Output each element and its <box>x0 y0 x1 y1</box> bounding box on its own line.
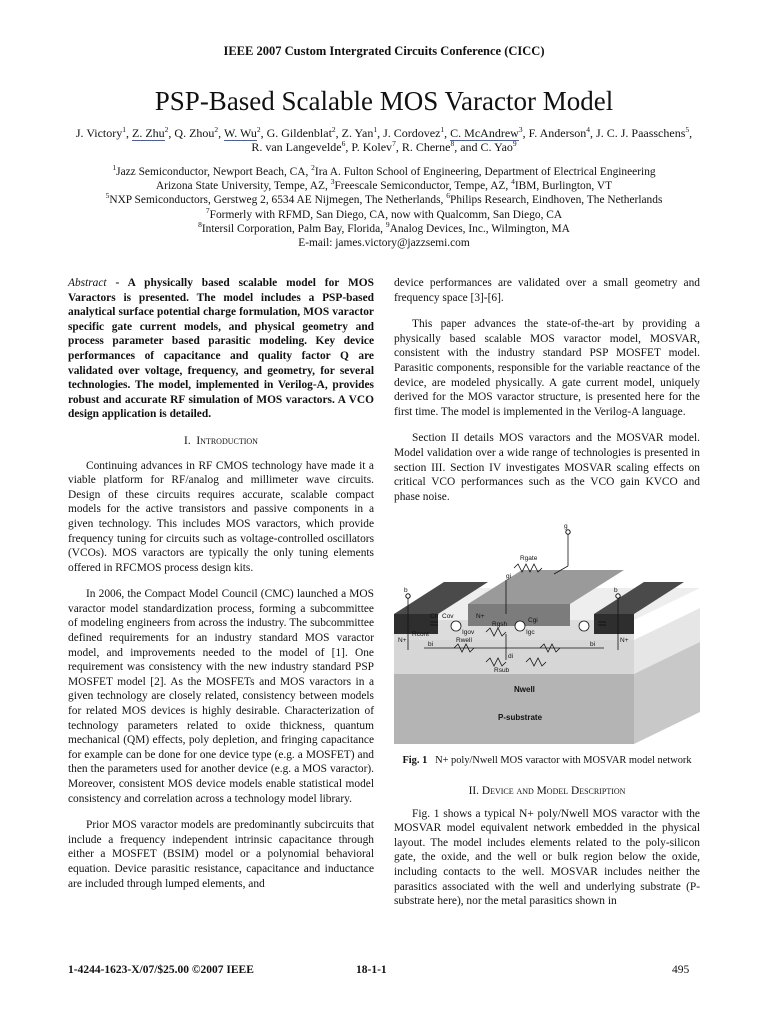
author-name: and C. Yao <box>460 140 513 154</box>
author-name: G. Gildenblat <box>266 126 332 140</box>
right-paragraph-1: device performances are validated over a small geometry and frequency space [3]-[6]. <box>394 277 700 304</box>
label-cgi: Cgi <box>528 617 538 624</box>
intro-paragraph-2: In 2006, the Compact Model Council (CMC) launched a MOS varactor model standardization process, forming a subcommittee of modeling engineers from across the industry. The subcommittee defined requirements for an industry standard MOS varactor model, and improvements needed to the model of [1]. One requirement was consistency with the new industry standard PSP MOSFET model [2]. As the MOSFETs and MOS varactors in a given technology are closely related, consistency between models for related MOS devices is highly desirable. Characterization of technology parameters related to oxide thickness, quantum mechanical (QM) effects, poly depletion, and fringing capacitance for example can be done for one device type (e.g. a MOSFET) and then the parameters used for another device (e.g. a MOS varactor). Moreover, consistent MOS device models enable statistical model consistency and correlation across a technology model library. <box>68 588 374 805</box>
intro-paragraph-3: Prior MOS varactor models are predominantly subcircuits that include a frequency independent intrinsic capacitance through either a MOSFET (BSIM) model or a polynomial behavioral equation. Device parasitic resistance, capacitance and inductance are included through lumped elements, and <box>68 819 374 890</box>
figure-1-caption <box>394 754 700 767</box>
footer-page-number: 495 <box>672 964 690 976</box>
author-affiliation-mark: 1 <box>373 125 378 134</box>
author-affiliation-mark: 2 <box>164 125 169 134</box>
label-rgsh: Rgsh <box>492 621 508 628</box>
affiliation-line-1: $^1$Jazz Semiconductor, Newport Beach, CA, $^2$Ira A. Fulton School of Engineering, Department of Electrical Engineering <box>112 163 656 178</box>
right-column <box>394 276 700 504</box>
figure-1-varactor-diagram <box>394 522 700 748</box>
author-affiliation-mark: 6 <box>341 139 346 148</box>
affiliation-line-3: $^5$NXP Semiconductors, Gerstweg 2, 6534 AE Nijmegen, The Netherlands, $^6$Philips Research, Eindhoven, The Netherlands <box>105 191 663 207</box>
author-affiliation-mark: 2 <box>256 125 261 134</box>
label-nwell: Nwell <box>514 685 535 694</box>
label-b-right: b <box>614 587 618 594</box>
isolation-right-front <box>594 614 634 634</box>
igc-source <box>515 621 525 631</box>
author-name: J. Cordovez <box>383 126 441 140</box>
abstract-label: Abstract <box>68 277 107 289</box>
label-cov: Cov <box>442 613 454 620</box>
author-affiliation-mark: 8 <box>450 139 455 148</box>
affiliation-line-2: Arizona State University, Tempe, AZ, $^3$Freescale Semiconductor, Tempe, AZ, $^4$IBM, Burlington, VT <box>155 177 613 193</box>
author-affiliation-mark: 1 <box>122 125 126 134</box>
author-affiliation-mark: 7 <box>392 139 396 148</box>
label-di: di <box>508 653 514 660</box>
label-rsub: Rsub <box>494 667 510 674</box>
section-1-heading: I. Introduction <box>184 434 258 447</box>
author-affiliation-mark: 2 <box>331 125 336 134</box>
label-rwell: Rwell <box>456 637 472 644</box>
figure-caption-text: N+ poly/Nwell MOS varactor with MOSVAR model network <box>435 755 692 766</box>
right-column-lower <box>394 784 700 909</box>
label-npoly: N+ <box>476 613 485 620</box>
label-nplus-right: N+ <box>620 637 629 644</box>
terminal-b-left <box>406 594 410 598</box>
left-column <box>68 276 374 891</box>
label-nplus-left: N+ <box>398 637 407 644</box>
label-cfr: Cfr <box>430 613 439 620</box>
author-name: R. Cherne <box>401 140 451 154</box>
author-affiliation-mark: 5 <box>685 125 690 134</box>
right-paragraph-2: This paper advances the state-of-the-art by providing a physically based scalable MOS varactor model, MOSVAR, consistent with the industry standard PSP MOSFET model. Parasitic components, responsible for the variable reactance of the device, are modeled physically. A gate current model, uniquely derived for the MOS varactor structure, is presented here for the first time. The model is implemented in the Verilog-A language. <box>394 318 700 418</box>
author-name: R. van Langevelde <box>251 140 342 154</box>
footer-session-id: 18-1-1 <box>356 964 387 976</box>
contact-email: E-mail: james.victory@jazzsemi.com <box>298 237 470 250</box>
author-affiliation-mark: 1 <box>440 125 445 134</box>
label-rcont: Rcont <box>412 631 429 638</box>
author-name: Z. Zhu <box>132 126 165 140</box>
footer-copyright: 1-4244-1623-X/07/$25.00 ©2007 IEEE <box>68 964 254 976</box>
author-name: C. McAndrew <box>450 126 519 140</box>
label-rgate: Rgate <box>520 555 538 562</box>
label-psub: P-substrate <box>498 713 543 722</box>
terminal-b-right <box>616 594 620 598</box>
author-name: J. C. J. Paasschens <box>596 126 686 140</box>
author-name: F. Anderson <box>528 126 587 140</box>
author-list: J. Victory$^1$, Z. Zhu$^2$, Q. Zhou$^2$, W. Wu$^2$, G. Gildenblat$^2$, Z. Yan$^1$, J. Cordovez$^1$, C. McAndrew$^3$, F. Anderson$^4$, J. C. J. Paasschens$^5$, R. van Langevelde$^6$, P. Kolev$^7$, R. Cherne$^8$, and C. Yao$^9$ <box>75 125 693 154</box>
author-affiliation-mark: 9 <box>512 139 517 148</box>
right-paragraph-3: Section II details MOS varactors and the MOSVAR model. Model validation over a wide range of technologies is presented in section III. Section IV investigates MOSVAR scaling effects on critical VCO performances such as the VCO gain KVCO and phase noise. <box>394 432 700 503</box>
label-gi: gi <box>506 573 512 580</box>
author-name: Z. Yan <box>341 126 374 140</box>
author-name: J. Victory <box>75 126 123 140</box>
label-b-left: b <box>404 587 408 594</box>
affiliation-line-4: $^7$Formerly with RFMD, San Diego, CA, now with Qualcomm, San Diego, CA <box>205 205 563 221</box>
terminal-g <box>566 530 570 534</box>
p-substrate-front <box>394 672 634 744</box>
conference-header: IEEE 2007 Custom Intergrated Circuits Conference (CICC) <box>223 44 545 58</box>
affiliations <box>60 165 708 250</box>
author-name: Q. Zhou <box>174 126 215 140</box>
author-affiliation-mark: 4 <box>586 125 591 134</box>
author-name: W. Wu <box>223 126 257 140</box>
author-affiliation-mark: 3 <box>518 125 523 134</box>
section-2-heading: II. Device and Model Description <box>468 785 626 797</box>
label-bi-right: bi <box>590 641 596 648</box>
figure-caption-number: Fig. 1 <box>402 755 428 766</box>
section-2-paragraph-1: Fig. 1 shows a typical N+ poly/Nwell MOS varactor with the MOSVAR model equivalent network embedded in the physical layout. The model includes elements related to the poly-silicon gate, the oxide, and the well or bulk region below the oxide, including contacts to the well. MOSVAR includes neither the parasitics associated with the well and underlying substrate (P-substrate here), nor the metal parasitics shown in <box>394 807 700 908</box>
abstract <box>68 276 374 422</box>
abstract-text: - A physically based scalable model for MOS Varactors is presented. The model includes a PSP-based analytical surface potential charge formulation, MOS varactor specific gate current models, and physical geometry and process parameter based parasitic modeling. Key device performances of capacitance and quality factor Q are validated over voltage, frequency, and geometry, for several technologies. The model, implemented in Verilog-A, provides robust and accurate RF simulation of MOS varactors. A VCO design application is detailed. <box>68 277 374 421</box>
label-igc: Igc <box>526 629 535 636</box>
author-affiliation-mark: 2 <box>214 125 219 134</box>
paper-title: PSP-Based Scalable MOS Varactor Model <box>154 86 614 116</box>
label-g: g <box>564 523 568 530</box>
author-name: P. Kolev <box>351 140 393 154</box>
label-bi-left: bi <box>428 641 434 648</box>
intro-paragraph-1: Continuing advances in RF CMOS technology have made it a viable platform for RF/analog and millimeter wave circuits. Design of these circuits requires accurate, scalable compact models for the active transistors and passive components in a given technology. This includes MOS varactors, which provide frequency tuning for circuits such as voltage-controlled oscillators (VCOs). MOS varactors are typically the only tuning elements offered in RFCMOS process design kits. <box>68 459 374 574</box>
igov-right-source <box>579 621 589 631</box>
igov-left-source <box>451 621 461 631</box>
label-igov: Igov <box>462 629 475 636</box>
affiliation-line-5: $^8$Intersil Corporation, Palm Bay, Florida, $^9$Analog Devices, Inc., Wilmington, MA <box>198 220 570 235</box>
